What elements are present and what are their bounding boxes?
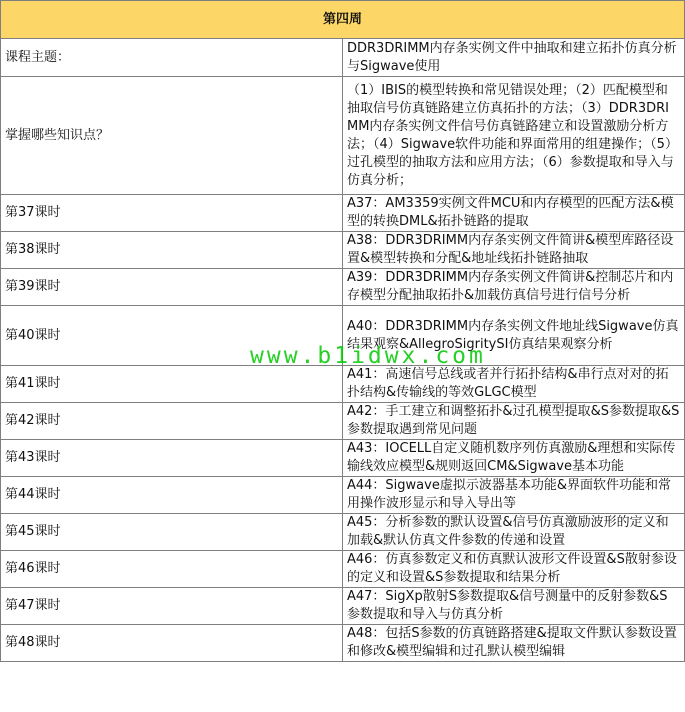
lesson-label: 第47课时 bbox=[1, 588, 343, 625]
lesson-desc: A45：分析参数的默认设置&信号仿真激励波形的定义和加载&默认仿真文件参数的传递和设置 bbox=[343, 514, 685, 551]
lesson-label: 第42课时 bbox=[1, 403, 343, 440]
table-row bbox=[1, 195, 685, 232]
lesson-desc: A44：Sigwave虚拟示波器基本功能&界面软件功能和常用操作波形显示和导入导出等 bbox=[343, 477, 685, 514]
lesson-desc: A46：仿真参数定义和仿真默认波形文件设置&S散射参设的定义和设置&S参数提取和结果分析 bbox=[343, 551, 685, 588]
lesson-label: 第48课时 bbox=[1, 625, 343, 662]
table-row bbox=[1, 514, 685, 551]
lesson-desc: A37：AM3359实例文件MCU和内存模型的匹配方法&模型的转换DML&拓扑链路的提取 bbox=[343, 195, 685, 232]
knowledge-value: （1）IBIS的模型转换和常见错误处理；（2）匹配模型和抽取信号仿真链路建立仿真拓扑的方法；（3）DDR3DRIMM内存条实例文件信号仿真链路建立和设置激励分析方法；（4）Sigwave软件功能和界面常用的组建操作；（5）过孔模型的抽取方法和应用方法；（6）参数提取和导入与仿真分析； bbox=[343, 77, 685, 195]
table-row bbox=[1, 440, 685, 477]
lesson-label: 第44课时 bbox=[1, 477, 343, 514]
lesson-label: 第40课时 bbox=[1, 306, 343, 366]
table-row bbox=[1, 625, 685, 662]
lesson-label: 第38课时 bbox=[1, 232, 343, 269]
topic-row bbox=[1, 39, 685, 77]
lesson-label: 第41课时 bbox=[1, 366, 343, 403]
lesson-desc: A42：手工建立和调整拓扑&过孔模型提取&S参数提取&S参数提取遇到常见问题 bbox=[343, 403, 685, 440]
header-row bbox=[1, 1, 685, 39]
topic-value: DDR3DRIMM内存条实例文件中抽取和建立拓扑仿真分析与Sigwave使用 bbox=[343, 39, 685, 77]
knowledge-label: 掌握哪些知识点？ bbox=[1, 77, 343, 195]
watermark-text: www.b1idwx.com bbox=[250, 343, 486, 369]
lesson-label: 第43课时 bbox=[1, 440, 343, 477]
week-title: 第四周 bbox=[1, 1, 685, 39]
lesson-label: 第45课时 bbox=[1, 514, 343, 551]
lesson-desc: A40：DDR3DRIMM内存条实例文件地址线Sigwave仿真结果观察&AllegroSigritySI仿真结果观察分析 bbox=[343, 306, 685, 366]
lesson-desc: A43：IOCELL自定义随机数序列仿真激励&理想和实际传输线效应模型&规则返回CM&Sigwave基本功能 bbox=[343, 440, 685, 477]
lesson-label: 第46课时 bbox=[1, 551, 343, 588]
table-row bbox=[1, 306, 685, 366]
lesson-label: 第37课时 bbox=[1, 195, 343, 232]
table-row bbox=[1, 232, 685, 269]
lesson-desc: A41：高速信号总线或者并行拓扑结构&串行点对对的拓扑结构&传输线的等效GLGC模型 bbox=[343, 366, 685, 403]
lesson-desc: A39：DDR3DRIMM内存条实例文件简讲&控制芯片和内存模型分配抽取拓扑&加载仿真信号进行信号分析 bbox=[343, 269, 685, 306]
topic-label: 课程主题： bbox=[1, 39, 343, 77]
lesson-desc: A48：包括S参数的仿真链路搭建&提取文件默认参数设置和修改&模型编辑和过孔默认模型编辑 bbox=[343, 625, 685, 662]
table-row bbox=[1, 477, 685, 514]
lesson-desc: A47：SigXp散射S参数提取&信号测量中的反射参数&S参数提取和导入与仿真分析 bbox=[343, 588, 685, 625]
table-row bbox=[1, 269, 685, 306]
knowledge-row bbox=[1, 77, 685, 195]
table-row bbox=[1, 366, 685, 403]
lesson-label: 第39课时 bbox=[1, 269, 343, 306]
table-row bbox=[1, 588, 685, 625]
table-row bbox=[1, 551, 685, 588]
table-row bbox=[1, 403, 685, 440]
lesson-desc: A38：DDR3DRIMM内存条实例文件简讲&模型库路径设置&模型转换和分配&地址线拓扑链路抽取 bbox=[343, 232, 685, 269]
